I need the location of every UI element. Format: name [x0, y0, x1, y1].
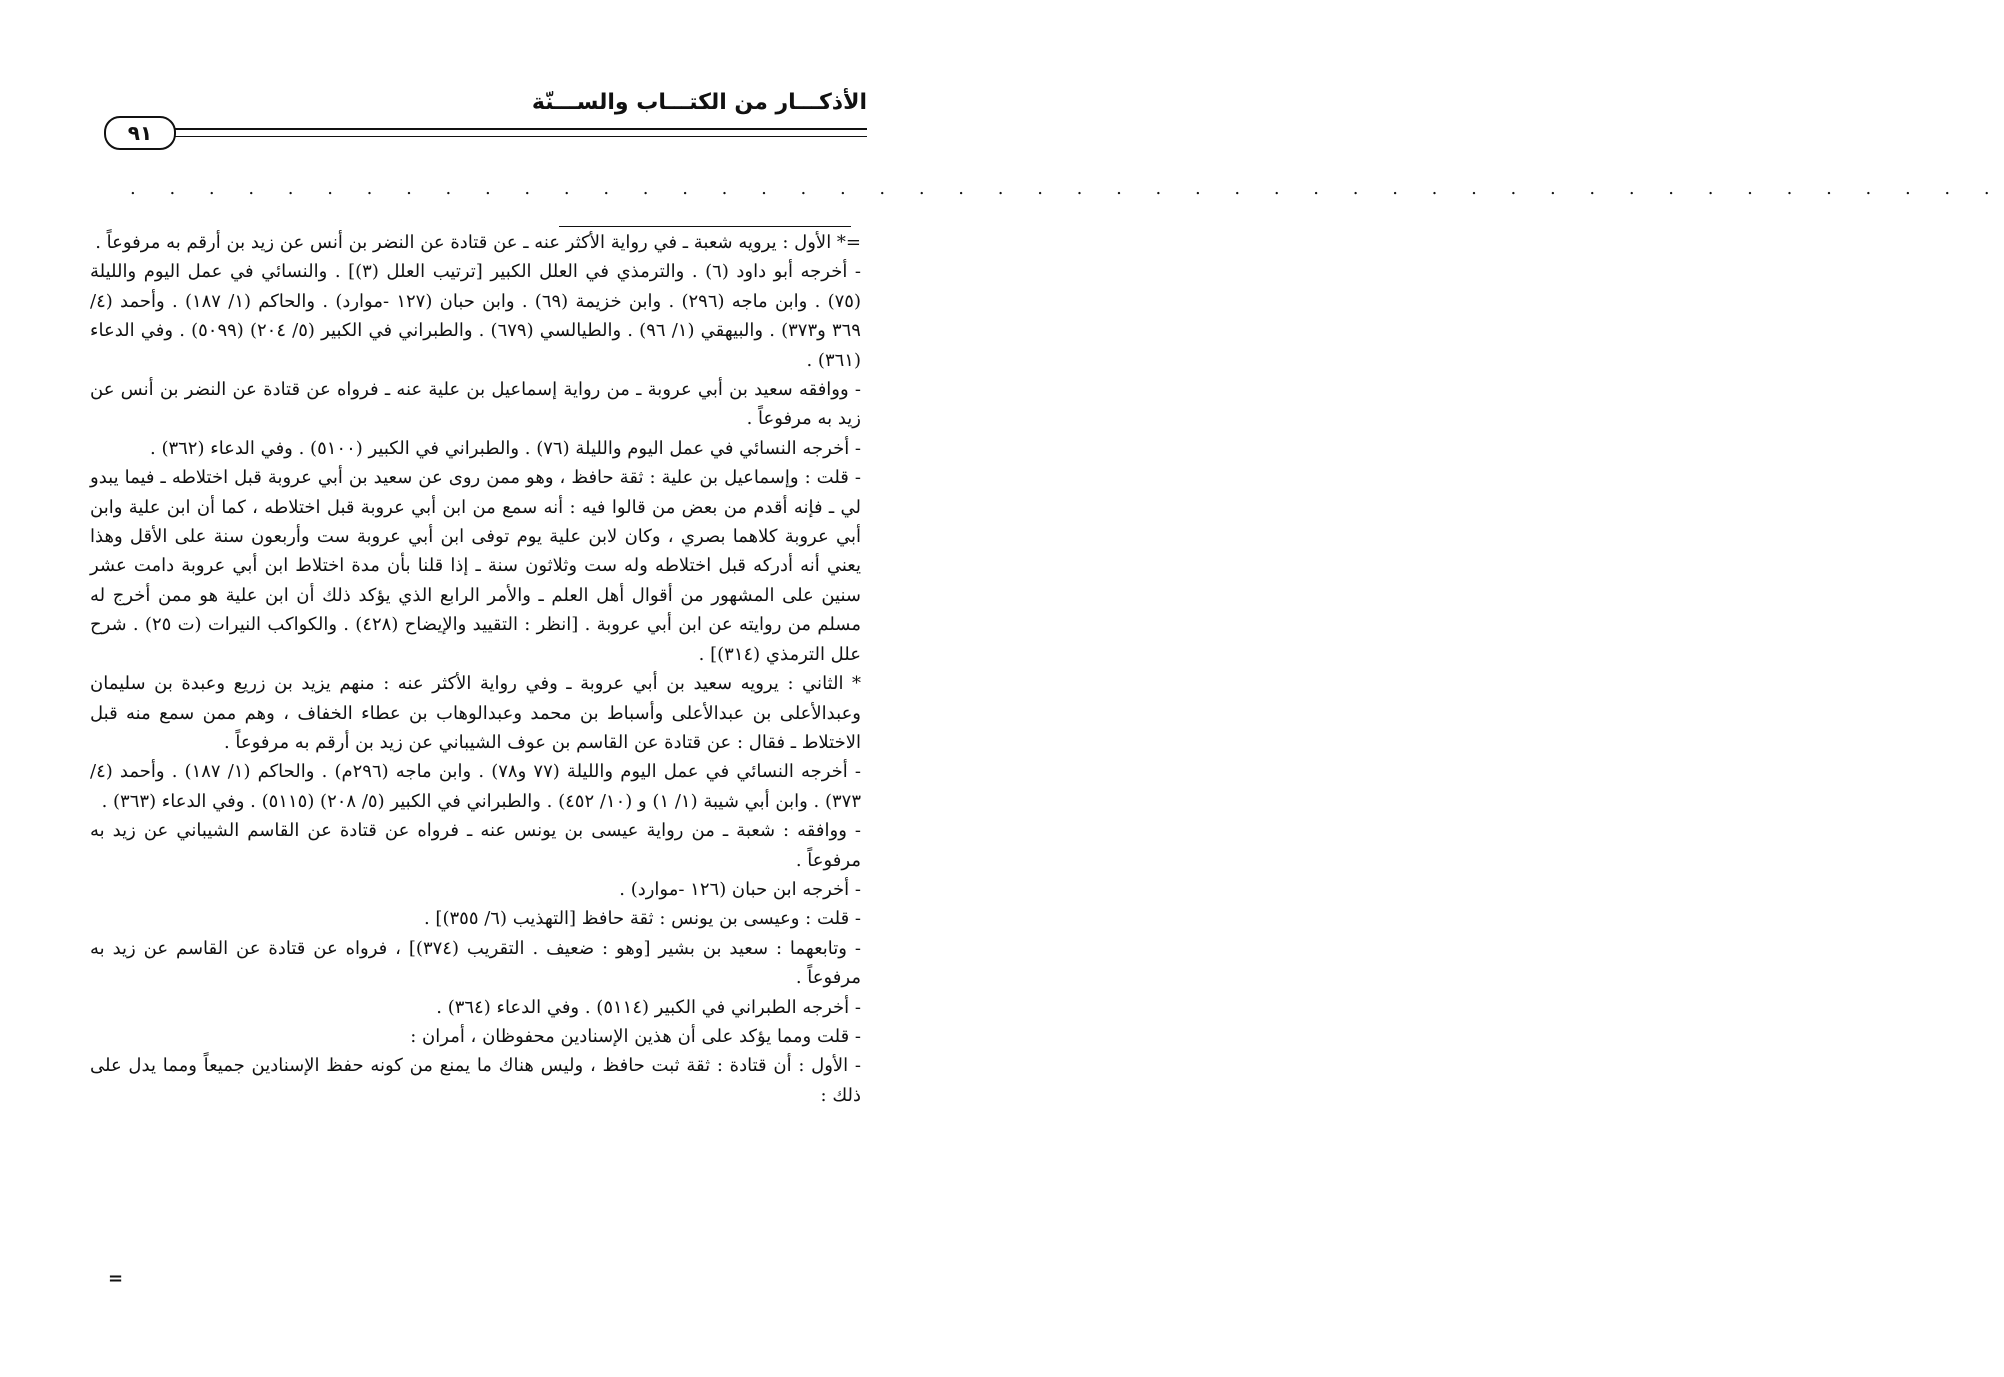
- footnote-paragraph: - أخرجه ابن حبان (١٢٦ -موارد) .: [619, 878, 861, 900]
- omission-dots: . . . . . . . . . . . . . . . . . . . . . . . . . . . . . . . . . . . . . . . . . . . . . . . .: [130, 178, 2004, 199]
- footnote-paragraph: - ووافقه سعيد بن أبي عروبة ـ من رواية إسماعيل بن علية عنه ـ فرواه عن قتادة عن النضر بن أنس عن زيد به مرفوعاً .: [90, 379, 861, 430]
- page-number: ٩١: [127, 121, 153, 145]
- header-double-rule: [170, 128, 867, 137]
- footnote-continuation-mark: =: [108, 1268, 124, 1289]
- footnote-paragraph: - الأول : أن قتادة : ثقة ثبت حافظ ، وليس هناك ما يمنع من كونه حفظ الإسنادين جميعاً ومما يدل على ذلك :: [90, 1055, 861, 1106]
- footnote-separator-rule: [559, 226, 851, 227]
- footnote-paragraph: - أخرجه الطبراني في الكبير (٥١١٤) . وفي الدعاء (٣٦٤) .: [436, 996, 861, 1018]
- running-title: الأذكـــار من الكتـــاب والســـنّة: [531, 90, 867, 115]
- footnote-paragraph: - قلت : وعيسى بن يونس : ثقة حافظ [التهذيب (٦/ ٣٥٥)] .: [423, 908, 861, 930]
- footnote-paragraph: - أخرجه النسائي في عمل اليوم والليلة (٧٦) . والطبراني في الكبير (٥١٠٠) . وفي الدعاء (٣٦٢) .: [150, 437, 861, 459]
- footnote-paragraph: - وتابعهما : سعيد بن بشير [وهو : ضعيف . التقريب (٣٧٤)] ، فرواه عن قتادة عن القاسم عن زيد به مرفوعاً .: [90, 937, 861, 989]
- footnote-body: [90, 228, 861, 1110]
- footnote-paragraph: * الثاني : يرويه سعيد بن أبي عروبة ـ وفي رواية الأكثر عنه : منهم يزيد بن زريع وعبدة بن سليمان وعبدالأعلى بن عبدالأعلى وأسباط بن محمد وعبدالوهاب بن عطاء الخفاف ، وهم ممن سمع منه قبل الاختلاط ـ فقال : عن قتادة عن القاسم بن عوف الشيباني عن زيد بن أرقم به مرفوعاً .: [90, 673, 861, 753]
- footnote-paragraph: - أخرجه أبو داود (٦) . والترمذي في العلل الكبير [ترتيب العلل (٣)] . والنسائي في عمل اليوم والليلة (٧٥) . وابن ماجه (٢٩٦) . وابن خزيمة (٦٩) . وابن حبان (١٢٧ -موارد) . والحاكم (١/ ١٨٧) . وأحمد (٤/ ٣٦٩ و٣٧٣) . والبيهقي (١/ ٩٦) . والطيالسي (٦٧٩) . والطبراني في الكبير (٥/ ٢٠٤) (٥٠٩٩) . وفي الدعاء (٣٦١) .: [90, 261, 861, 371]
- page-number-badge: [104, 116, 176, 150]
- footnote-paragraph: - أخرجه النسائي في عمل اليوم والليلة (٧٧ و٧٨) . وابن ماجه (٢٩٦م) . والحاكم (١/ ١٨٧) . وأحمد (٤/ ٣٧٣) . وابن أبي شيبة (١/ ١) و (١٠/ ٤٥٢) . والطبراني في الكبير (٥/ ٢٠٨) (٥١١٥) . وفي الدعاء (٣٦٣) .: [90, 761, 862, 812]
- footnote-paragraph: =* الأول : يرويه شعبة ـ في رواية الأكثر عنه ـ عن قتادة عن النضر بن أنس عن زيد بن أرقم به مرفوعاً .: [95, 232, 861, 253]
- footnote-paragraph: - قلت : وإسماعيل بن علية : ثقة حافظ ، وهو ممن روى عن سعيد بن أبي عروبة قبل اختلاطه ـ فيما يبدو لي ـ فإنه أقدم من بعض من قالوا فيه : أنه سمع من ابن أبي عروبة قبل اختلاطه ، كما أن ابن علية وابن أبي عروبة كلاهما بصري ، وكان لابن علية يوم توفى ابن أبي عروبة ست وأربعون سنة على الأقل وهذا يعني أنه أدركه قبل اختلاطه وله ست وثلاثون سنة ـ إذا قلنا بأن مدة اختلاط ابن أبي عروبة دامت عشر سنين على المشهور من أقوال أهل العلم ـ والأمر الرابع الذي يؤكد ذلك أن ابن علية هو ممن أخرج له مسلم من روايته عن ابن أبي عروبة . [انظر : التقييد والإيضاح (٤٢٨) . والكواكب النيرات (ت ٢٥) . شرح علل الترمذي (٣١٤)] .: [90, 467, 861, 665]
- footnote-paragraph: - قلت ومما يؤكد على أن هذين الإسنادين محفوظان ، أمران :: [410, 1025, 861, 1047]
- footnote-paragraph: - ووافقه : شعبة ـ من رواية عيسى بن يونس عنه ـ فرواه عن قتادة عن القاسم الشيباني عن زيد به مرفوعاً .: [90, 820, 861, 871]
